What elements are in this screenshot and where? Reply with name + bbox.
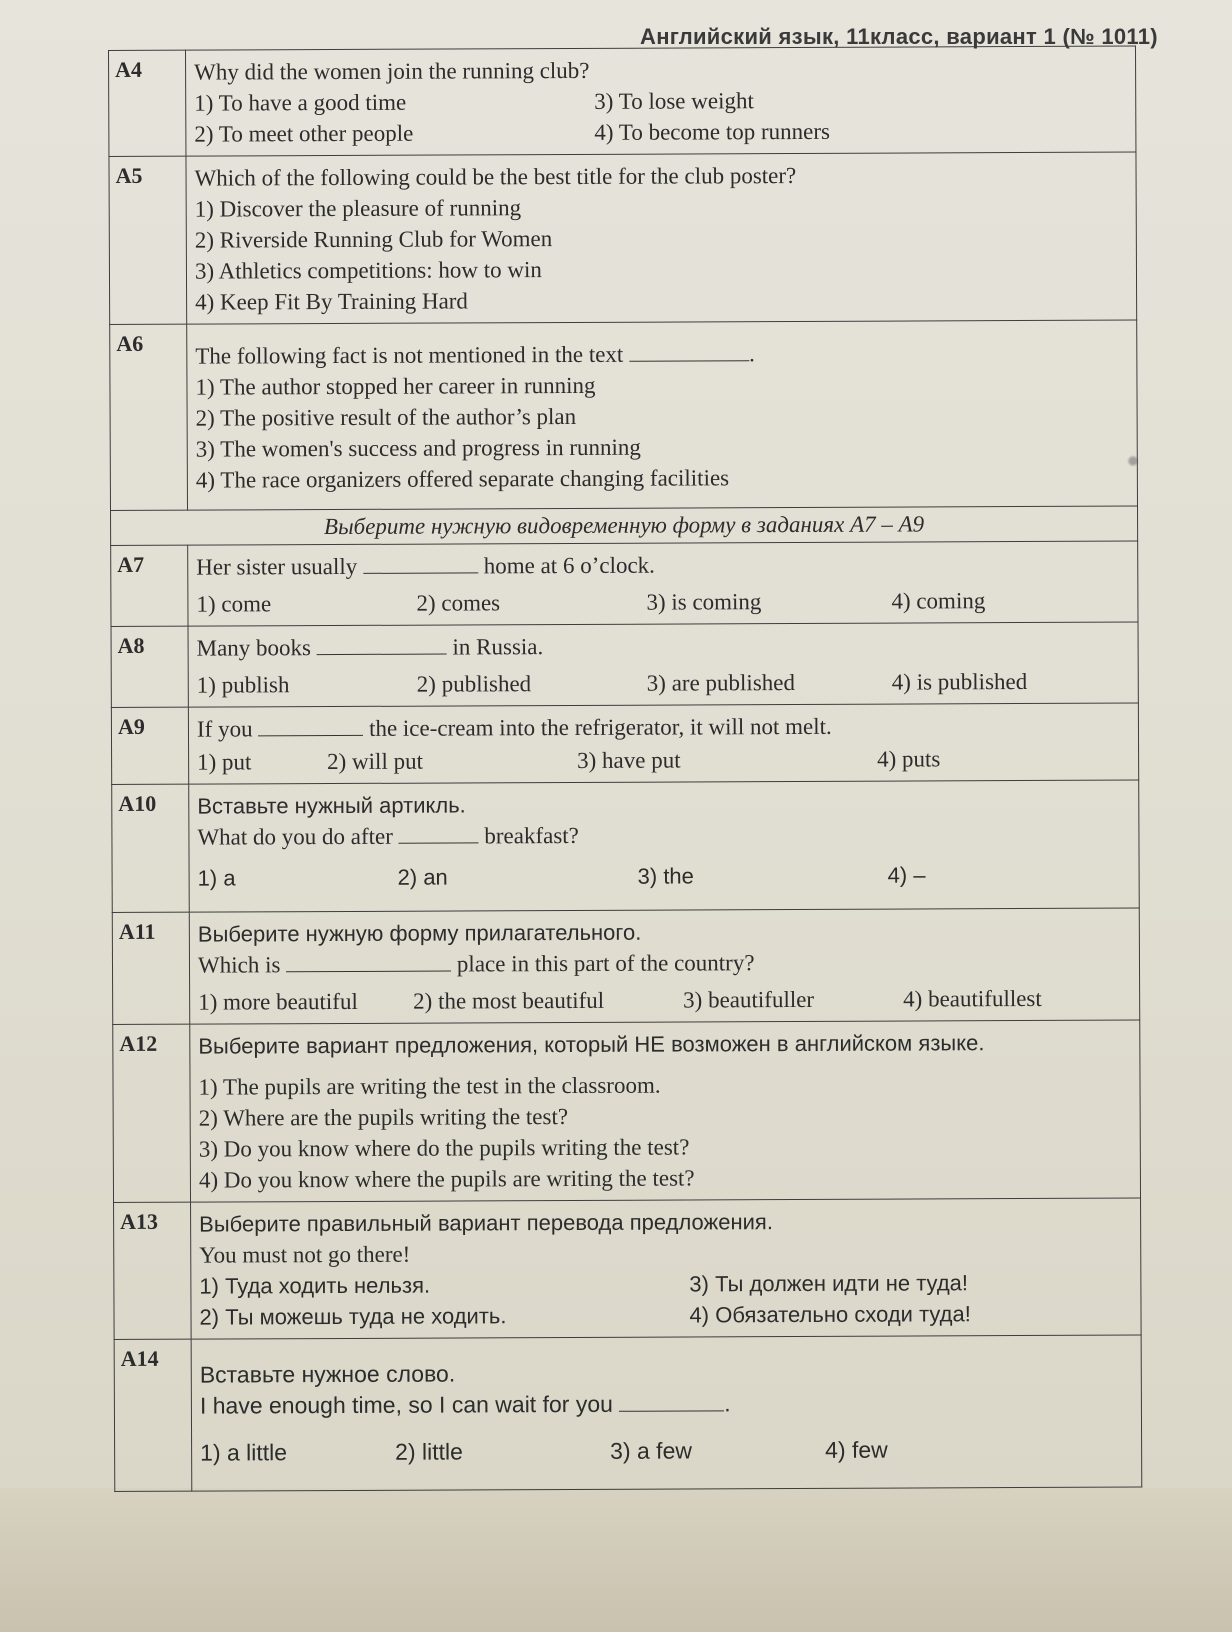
option-4[interactable]: 4) Keep Fit By Training Hard [195, 288, 468, 315]
question-text: Which of the following could be the best title for the club poster? [194, 162, 797, 191]
answer-blank[interactable] [619, 1390, 724, 1411]
option-3[interactable]: 3) have put [577, 747, 681, 773]
option-1[interactable]: 1) The pupils are writing the test in the classroom. [198, 1072, 661, 1100]
question-text-before: Many books [196, 635, 312, 661]
question-number: A4 [109, 50, 186, 156]
question-body [188, 541, 1138, 626]
option-4[interactable]: 4) Обязательно сходи туда! [689, 1301, 971, 1328]
question-number: A8 [111, 626, 188, 707]
question-row-a4 [109, 46, 1136, 156]
question-body [191, 1335, 1142, 1491]
option-1[interactable]: 1) more beautiful [198, 988, 358, 1015]
question-row-a7 [111, 541, 1138, 626]
question-text-after: place in this part of the country? [456, 950, 755, 977]
table-surface [0, 1488, 1232, 1632]
option-1[interactable]: 1) The author stopped her career in running [195, 372, 596, 400]
option-4[interactable]: 4) – [887, 862, 926, 888]
options [197, 743, 1130, 778]
option-2[interactable]: 2) Ты можешь туда не ходить. [199, 1303, 507, 1330]
question-text-after: the ice-cream into the refrigerator, it will not melt. [368, 713, 832, 741]
options [196, 585, 1129, 620]
question-row-a8 [111, 622, 1138, 707]
question-text-before: Her sister usually [196, 553, 358, 580]
option-3[interactable]: 3) are published [646, 670, 796, 696]
option-3[interactable]: 3) Ты должен идти не туда! [689, 1270, 969, 1297]
option-3[interactable]: 3) The women's success and progress in running [195, 434, 641, 462]
question-line [197, 818, 1130, 853]
option-2[interactable]: 2) an [397, 864, 448, 890]
options [198, 859, 1131, 906]
question-body [188, 622, 1138, 707]
question-row-a12 [113, 1020, 1141, 1202]
question-text-after: home at 6 o’clock. [483, 552, 655, 579]
option-2[interactable]: 2) will put [327, 748, 424, 775]
options [199, 1267, 1132, 1333]
question-body [190, 1020, 1141, 1202]
question-body [189, 908, 1139, 1024]
question-row-a9 [111, 703, 1138, 784]
option-4[interactable]: 4) To become top runners [594, 118, 830, 145]
question-row-a13 [114, 1198, 1142, 1339]
option-4[interactable]: 4) few [825, 1436, 888, 1463]
options [200, 1434, 1133, 1469]
question-text-before: I have enough time, so I can wait for you [199, 1390, 613, 1419]
option-4[interactable]: 4) beautifullest [903, 985, 1042, 1012]
option-3[interactable]: 3) To lose weight [594, 88, 754, 114]
question-text: Why did the women join the running club? [194, 57, 590, 85]
question-text-before: Which is [197, 952, 281, 978]
question-line [200, 1387, 1133, 1422]
question-row-a6 [110, 320, 1138, 510]
question-number: A10 [112, 784, 190, 912]
option-3[interactable]: 3) Do you know where do the pupils writing the test? [198, 1134, 690, 1162]
option-1[interactable]: 1) a [197, 865, 236, 891]
option-1[interactable]: 1) come [196, 591, 272, 617]
option-2[interactable]: 2) little [395, 1438, 463, 1465]
question-body [187, 320, 1138, 510]
answer-blank[interactable] [629, 340, 749, 362]
options [194, 84, 1127, 150]
section-header-row [111, 506, 1138, 545]
question-row-a11 [112, 908, 1139, 1024]
option-2[interactable]: 2) comes [416, 590, 501, 616]
question-text-after: in Russia. [452, 634, 544, 660]
question-line [196, 548, 1129, 583]
question-instruction: Выберите нужную форму прилагательного. [197, 919, 642, 947]
page-header: Английский язык, 11класс, вариант 1 (№ 1011) [640, 24, 1158, 49]
question-body [186, 46, 1136, 156]
question-row-a14 [114, 1335, 1142, 1491]
question-number: A12 [113, 1024, 191, 1202]
question-row-a10 [112, 780, 1140, 912]
options [197, 666, 1130, 701]
option-1[interactable]: 1) Discover the pleasure of running [194, 195, 522, 222]
question-text-after: . [724, 1390, 731, 1417]
answer-blank[interactable] [363, 552, 478, 574]
question-instruction: Выберите правильный вариант перевода предложения. [199, 1209, 773, 1237]
option-2[interactable]: 2) Where are the pupils writing the test? [198, 1104, 569, 1131]
question-line: The following fact is not mentioned in the text . [195, 341, 755, 369]
question-body [186, 152, 1137, 324]
section-instruction: Выберите нужную видовременную форму в заданиях А7 – А9 [111, 506, 1138, 545]
answer-blank[interactable] [286, 951, 451, 973]
option-1[interactable]: 1) publish [196, 672, 290, 698]
question-text-after: breakfast? [484, 822, 579, 849]
option-3[interactable]: 3) Athletics competitions: how to win [194, 257, 542, 284]
question-text: The following fact is not mentioned in the text [195, 341, 624, 369]
question-text: You must not go there! [199, 1241, 411, 1268]
option-1[interactable]: 1) a little [200, 1439, 288, 1466]
options [198, 983, 1131, 1018]
option-2[interactable]: 2) The positive result of the author’s plan [195, 403, 577, 431]
question-number: A5 [109, 156, 187, 324]
option-4[interactable]: 4) is published [891, 668, 1028, 695]
question-number: A9 [111, 707, 188, 784]
option-4[interactable]: 4) coming [891, 588, 986, 614]
option-4[interactable]: 4) Do you know where the pupils are writing the test? [198, 1165, 695, 1193]
question-instruction: Вставьте нужное слово. [199, 1360, 456, 1388]
option-1[interactable]: 1) To have a good time [194, 89, 407, 116]
option-2[interactable]: 2) To meet other people [194, 120, 414, 147]
option-1[interactable]: 1) put [197, 749, 252, 775]
answer-blank[interactable] [258, 715, 363, 736]
option-3[interactable]: 3) beautifuller [683, 986, 815, 1013]
question-body [191, 1198, 1142, 1339]
answer-blank[interactable] [317, 634, 447, 656]
question-body [189, 780, 1140, 912]
option-2[interactable]: 2) the most beautiful [413, 987, 605, 1014]
question-row-a5 [109, 152, 1137, 324]
question-instruction: Вставьте нужный артикль. [197, 792, 466, 819]
question-number: A13 [114, 1202, 192, 1339]
question-number: A7 [111, 545, 188, 626]
question-line [198, 946, 1131, 981]
question-text-before: What do you do after [197, 823, 393, 850]
option-3[interactable]: 3) is coming [646, 589, 762, 615]
option-2[interactable]: 2) published [416, 671, 532, 697]
option-1[interactable]: 1) Туда ходить нельзя. [199, 1272, 431, 1299]
question-number: A14 [114, 1339, 192, 1491]
test-table [108, 46, 1142, 1492]
option-2[interactable]: 2) Riverside Running Club for Women [194, 226, 553, 253]
question-line [197, 629, 1130, 664]
question-body [188, 703, 1138, 784]
option-3[interactable]: 3) the [637, 863, 694, 889]
question-line [197, 710, 1130, 745]
option-3[interactable]: 3) a few [610, 1437, 693, 1464]
option-4[interactable]: 4) puts [877, 746, 941, 772]
option-4[interactable]: 4) The race organizers offered separate changing facilities [195, 465, 730, 493]
question-number: A6 [110, 324, 188, 510]
question-instruction: Выберите вариант предложения, который НЕ возможен в английском языке. [198, 1030, 985, 1059]
question-text-before: If you [196, 716, 253, 742]
question-number: A11 [112, 912, 189, 1024]
answer-blank[interactable] [399, 822, 479, 843]
